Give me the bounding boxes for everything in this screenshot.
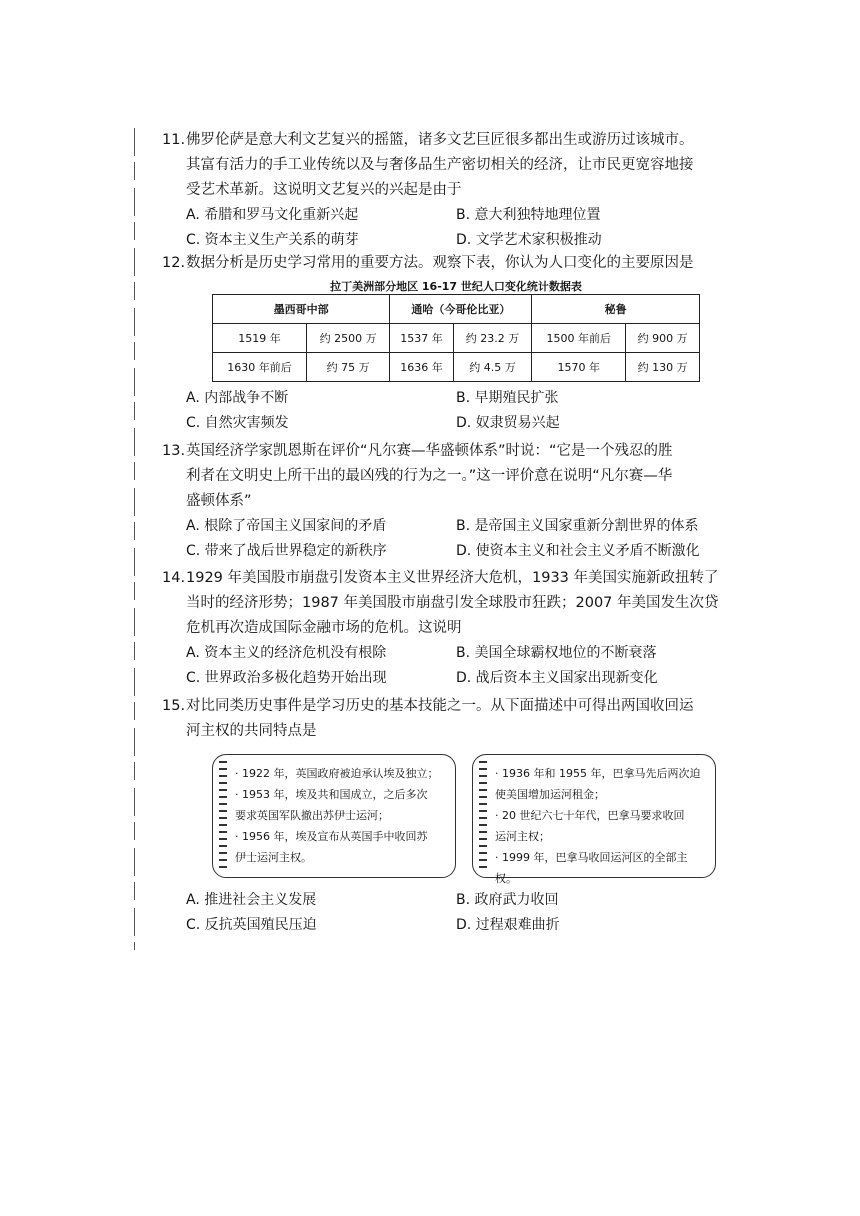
options-row (186, 514, 726, 539)
options-row (186, 228, 726, 253)
card-line: 使美国增加运河租金； (495, 788, 605, 801)
table-cell: 约 900 万 (626, 324, 700, 353)
option-c: C. 带来了战后世界稳定的新秩序 (186, 543, 387, 559)
question-15-options (186, 888, 726, 938)
question-stem-line: 其富有活力的手工业传统以及与奢侈品生产密切相关的经济，让市民更宽容地接 (186, 157, 694, 173)
option-c: C. 自然灾害频发 (186, 415, 289, 431)
card-line: · 1999 年，巴拿马收回运河区的全部主权。 (495, 851, 688, 885)
table-cell: 约 23.2 万 (453, 324, 532, 353)
option-c: C. 世界政治多极化趋势开始出现 (186, 670, 387, 686)
card-line: 伊士运河主权。 (235, 851, 312, 864)
table-cell: 约 4.5 万 (453, 353, 532, 382)
option-d: D. 文学艺术家积极推动 (456, 232, 602, 248)
table-cell: 约 2500 万 (306, 324, 389, 353)
options-row (186, 666, 726, 691)
question-15 (162, 694, 726, 744)
card-line: · 1956 年，埃及宣布从英国手中收回苏 (235, 830, 428, 843)
question-stem-line: 英国经济学家凯恩斯在评价“凡尔赛—华盛顿体系”时说：“它是一个残忍的胜 (186, 443, 673, 459)
question-number: 13. (162, 443, 186, 459)
table-header: 通哈（今哥伦比亚） (390, 295, 532, 324)
options-row (186, 386, 726, 411)
question-stem-line: 对比同类历史事件是学习历史的基本技能之一。从下面描述中可得出两国收回运 (186, 698, 694, 714)
table-cell: 1630 年前后 (213, 353, 307, 382)
option-b: B. 是帝国主义国家重新分割世界的体系 (456, 518, 699, 534)
question-stem-line: 佛罗伦萨是意大利文艺复兴的摇篮，诸多文艺巨匠很多都出生或游历过该城市。 (186, 132, 694, 148)
card-line: · 1936 年和 1955 年，巴拿马先后两次迫 (495, 767, 701, 780)
table-cell: 1500 年前后 (532, 324, 626, 353)
options-row (186, 203, 726, 228)
margin-binding-line (134, 128, 135, 950)
table-cell: 1537 年 (390, 324, 453, 353)
option-a: A. 推进社会主义发展 (186, 892, 317, 908)
question-stem-line: 河主权的共同特点是 (186, 723, 317, 739)
option-d: D. 奴隶贸易兴起 (456, 415, 560, 431)
question-number: 15. (162, 698, 186, 714)
table-title: 拉丁美洲部分地区 16-17 世纪人口变化统计数据表 (330, 280, 582, 293)
spiral-binding-icon (219, 761, 227, 871)
table-cell: 1519 年 (213, 324, 307, 353)
options-row (186, 641, 726, 666)
question-stem-line: 利者在文明史上所干出的最凶残的行为之一。”这一评价意在说明“凡尔赛—华 (186, 468, 673, 484)
question-stem-line: 数据分析是历史学习常用的重要方法。观察下表，你认为人口变化的主要原因是 (186, 255, 694, 271)
table-cell: 约 130 万 (626, 353, 700, 382)
option-b: B. 早期殖民扩张 (456, 390, 559, 406)
question-stem-line: 当时的经济形势；1987 年美国股市崩盘引发全球股市狂跌；2007 年美国发生次贷 (186, 595, 719, 611)
card-line: · 20 世纪六七十年代，巴拿马要求收回 (495, 809, 685, 822)
table-header: 秘鲁 (532, 295, 700, 324)
option-d: D. 使资本主义和社会主义矛盾不断激化 (456, 543, 700, 559)
question-14 (162, 566, 726, 691)
option-d: D. 战后资本主义国家出现新变化 (456, 670, 658, 686)
question-12-options (186, 386, 726, 436)
card-line: · 1922 年，英国政府被迫承认埃及独立； (235, 767, 439, 780)
panama-notes-card (472, 754, 716, 885)
option-b: B. 政府武力收回 (456, 892, 559, 908)
population-table (212, 294, 700, 382)
question-number: 14. (162, 570, 186, 586)
question-stem-line: 危机再次造成国际金融市场的危机。这说明 (186, 620, 462, 636)
card-line: 运河主权； (495, 830, 550, 843)
option-b: B. 美国全球霸权地位的不断衰落 (456, 645, 657, 661)
table-header: 墨西哥中部 (213, 295, 390, 324)
question-stem-line: 盛顿体系” (186, 493, 252, 509)
option-a: A. 资本主义的经济危机没有根除 (186, 645, 387, 661)
option-c: C. 反抗英国殖民压迫 (186, 917, 317, 933)
options-row (186, 913, 726, 938)
question-12 (162, 251, 726, 276)
egypt-notes-card (212, 754, 456, 878)
options-row (186, 888, 726, 913)
option-a: A. 根除了帝国主义国家间的矛盾 (186, 518, 387, 534)
question-stem-line: 受艺术革新。这说明文艺复兴的兴起是由于 (186, 182, 462, 198)
question-11 (162, 128, 726, 253)
table-cell: 约 75 万 (306, 353, 389, 382)
card-line: · 1953 年，埃及共和国成立，之后多次 (235, 788, 428, 801)
card-line: 要求英国军队撤出苏伊士运河； (235, 809, 389, 822)
table-row (213, 353, 700, 382)
option-a: A. 希腊和罗马文化重新兴起 (186, 207, 359, 223)
options-row (186, 539, 726, 564)
spiral-binding-icon (479, 761, 487, 871)
table-cell: 1570 年 (532, 353, 626, 382)
table-cell: 1636 年 (390, 353, 453, 382)
question-stem-line: 1929 年美国股市崩盘引发资本主义世界经济大危机，1933 年美国实施新政扭转了 (186, 570, 719, 586)
question-number: 11. (162, 132, 186, 148)
option-c: C. 资本主义生产关系的萌芽 (186, 232, 359, 248)
options-row (186, 411, 726, 436)
table-header-row (213, 295, 700, 324)
question-13 (162, 439, 726, 564)
table-row (213, 324, 700, 353)
option-b: B. 意大利独特地理位置 (456, 207, 601, 223)
question-number: 12. (162, 255, 186, 271)
option-d: D. 过程艰难曲折 (456, 917, 560, 933)
option-a: A. 内部战争不断 (186, 390, 289, 406)
